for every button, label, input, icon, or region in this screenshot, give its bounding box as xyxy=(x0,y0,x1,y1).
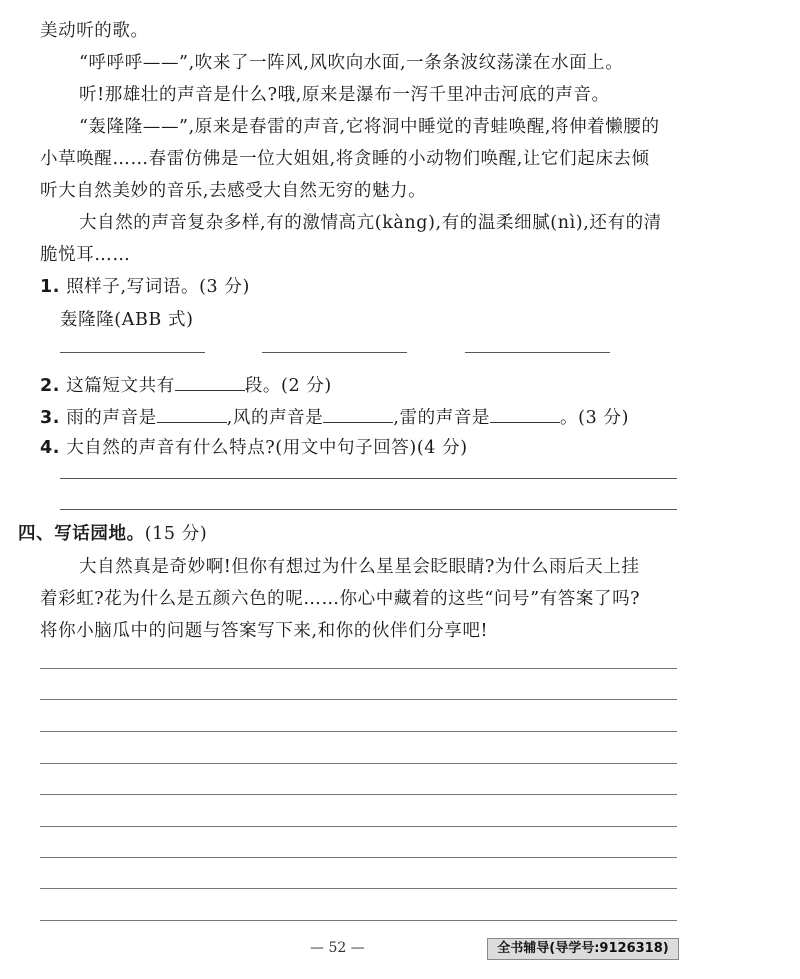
page-number: — 52 — xyxy=(310,940,365,956)
writing-line[interactable] xyxy=(40,920,677,921)
answer-line-4b[interactable] xyxy=(60,509,677,510)
question-4-number: 4. xyxy=(40,438,61,458)
passage-line-7: 大自然的声音复杂多样,有的激情高亢(kàng),有的温柔细腻(nì),还有的清 xyxy=(79,213,662,233)
section-4-prompt-line-1: 大自然真是奇妙啊!但你有想过为什么星星会眨眼睛?为什么雨后天上挂 xyxy=(79,557,640,577)
passage-line-3: 听!那雄壮的声音是什么?哦,原来是瀑布一泻千里冲击河底的声音。 xyxy=(79,85,610,105)
writing-line[interactable] xyxy=(40,668,677,669)
passage-line-8: 脆悦耳…… xyxy=(40,245,131,265)
question-4 xyxy=(40,436,468,460)
question-1-example: 轰隆隆(ABB 式) xyxy=(60,310,194,330)
question-1-text: 照样子,写词语。(3 分) xyxy=(66,277,250,297)
section-4-prompt-line-3: 将你小脑瓜中的问题与答案写下来,和你的伙伴们分享吧! xyxy=(40,621,489,641)
answer-blank-q2[interactable] xyxy=(175,372,245,391)
writing-line[interactable] xyxy=(40,699,677,700)
answer-line-1c[interactable] xyxy=(465,352,610,353)
question-3-number: 3. xyxy=(40,408,61,428)
question-3-part-wind: ,风的声音是 xyxy=(226,408,324,428)
passage-line-4: “轰隆隆——”,原来是春雷的声音,它将洞中睡觉的青蛙唤醒,将伸着懒腰的 xyxy=(79,117,660,137)
question-2-number: 2. xyxy=(40,376,61,396)
question-3-part-score: 。(3 分) xyxy=(560,408,629,428)
answer-blank-thunder[interactable] xyxy=(490,404,560,423)
answer-line-1a[interactable] xyxy=(60,352,205,353)
writing-line[interactable] xyxy=(40,826,677,827)
section-4-score: (15 分) xyxy=(144,524,208,544)
question-2 xyxy=(40,372,332,398)
passage-line-2: “呼呼呼——”,吹来了一阵风,风吹向水面,一条条波纹荡漾在水面上。 xyxy=(79,53,624,73)
section-4-header xyxy=(18,522,207,546)
section-4-prompt-line-2: 着彩虹?花为什么是五颜六色的呢……你心中藏着的这些“问号”有答案了吗? xyxy=(40,589,641,609)
answer-blank-wind[interactable] xyxy=(323,404,393,423)
writing-line[interactable] xyxy=(40,794,677,795)
answer-line-4a[interactable] xyxy=(60,478,677,479)
passage-line-6: 听大自然美妙的音乐,去感受大自然无穷的魅力。 xyxy=(40,181,427,201)
writing-line[interactable] xyxy=(40,763,677,764)
guide-number-badge: 全书辅导(导学号:9126318) xyxy=(487,938,679,960)
question-4-text: 大自然的声音有什么特点?(用文中句子回答)(4 分) xyxy=(66,438,468,458)
question-1-number: 1. xyxy=(40,277,61,297)
question-3 xyxy=(40,404,629,430)
writing-line[interactable] xyxy=(40,888,677,889)
question-2-text-after: 段。(2 分) xyxy=(244,376,332,396)
question-3-part-thunder: ,雷的声音是 xyxy=(393,408,491,428)
answer-blank-rain[interactable] xyxy=(157,404,227,423)
question-3-part-rain: 雨的声音是 xyxy=(66,408,157,428)
section-4-heading: 四、写话园地。 xyxy=(18,524,145,544)
question-2-text-before: 这篇短文共有 xyxy=(66,376,175,396)
writing-line[interactable] xyxy=(40,731,677,732)
answer-line-1b[interactable] xyxy=(262,352,407,353)
passage-line-5: 小草唤醒……春雷仿佛是一位大姐姐,将贪睡的小动物们唤醒,让它们起床去倾 xyxy=(40,149,650,169)
writing-line[interactable] xyxy=(40,857,677,858)
passage-line-1: 美动听的歌。 xyxy=(40,21,149,41)
question-1 xyxy=(40,275,250,299)
